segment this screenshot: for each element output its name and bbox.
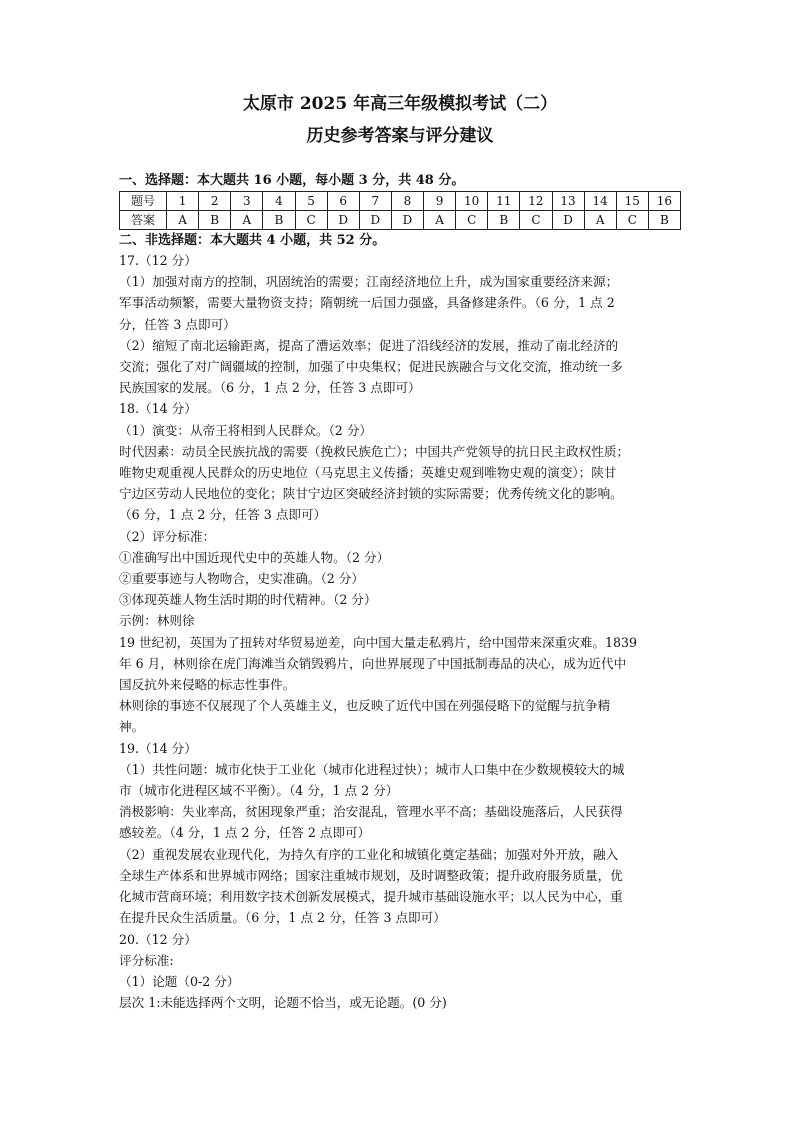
table-cell-number: 11 bbox=[488, 192, 520, 211]
text-line: 市（城市化进程区域不平衡）。（4 分，1 点 2 分） bbox=[119, 783, 399, 799]
table-cell-answer: B bbox=[199, 211, 231, 230]
text-line: 18.（14 分） bbox=[119, 401, 197, 417]
text-line: 化城市营商环境；利用数字技术创新发展模式，提升城市基础设施水平；以人民为中心，重 bbox=[119, 889, 623, 905]
section-1-heading: 一、选择题：本大题共 16 小题，每小题 3 分，共 48 分。 bbox=[119, 173, 465, 188]
table-cell-number: 13 bbox=[552, 192, 584, 211]
text-line: 民族国家的发展。（6 分，1 点 2 分，任答 3 点即可） bbox=[119, 380, 421, 396]
table-cell-number: 9 bbox=[424, 192, 456, 211]
text-line: 全球生产体系和世界城市网络；国家注重城市规划，及时调整政策；提升政府服务质量，优 bbox=[119, 867, 623, 883]
answer-table bbox=[119, 191, 681, 230]
answer-sheet-page bbox=[119, 92, 681, 1013]
table-row-header: 题号 bbox=[120, 192, 167, 211]
text-line: 国反抗外来侵略的标志性事件。 bbox=[119, 677, 296, 693]
text-line: 在提升民众生活质量。（6 分，1 点 2 分，任答 3 点即可） bbox=[119, 910, 446, 926]
text-line: 消极影响：失业率高，贫困现象严重；治安混乱，管理水平不高；基础设施落后，人民获得 bbox=[119, 804, 623, 820]
table-cell-number: 1 bbox=[167, 192, 199, 211]
table-cell-number: 16 bbox=[648, 192, 680, 211]
text-line: 19.（14 分） bbox=[119, 740, 197, 756]
table-cell-number: 5 bbox=[295, 192, 327, 211]
text-line: 军事活动频繁，需要大量物资支持；隋朝统一后国力强盛，具备修建条件。（6 分，1 点 2 bbox=[119, 295, 615, 311]
table-cell-number: 4 bbox=[263, 192, 295, 211]
table-row-numbers bbox=[120, 192, 681, 211]
text-line: （2）重视发展农业现代化，为持久有序的工业化和城镇化奠定基础；加强对外开放，融入 bbox=[119, 846, 619, 862]
answer-body bbox=[119, 250, 681, 1013]
text-line: 感较差。（4 分，1 点 2 分，任答 2 点即可） bbox=[119, 825, 371, 841]
text-line: （1）演变：从帝王将相到人民群众。（2 分） bbox=[119, 422, 373, 438]
table-cell-answer: B bbox=[263, 211, 295, 230]
table-cell-answer: A bbox=[231, 211, 263, 230]
table-cell-answer: C bbox=[520, 211, 552, 230]
table-cell-answer: C bbox=[616, 211, 648, 230]
table-cell-answer: D bbox=[552, 211, 584, 230]
table-cell-answer: A bbox=[167, 211, 199, 230]
table-cell-answer: D bbox=[391, 211, 423, 230]
text-line: 20.（12 分） bbox=[119, 931, 197, 947]
text-line: 年 6 月，林则徐在虎门海滩当众销毁鸦片，向世界展现了中国抵制毒品的决心，成为近代中 bbox=[119, 655, 627, 671]
table-row-answers bbox=[120, 211, 681, 230]
document-title: 太原市 2025 年高三年级模拟考试（二） bbox=[242, 94, 558, 114]
text-line: 宁边区劳动人民地位的变化；陕甘宁边区突破经济封锁的实际需要；优秀传统文化的影响。 bbox=[119, 486, 623, 502]
text-line: （2）评分标准： bbox=[119, 528, 216, 544]
text-line: 交流；强化了对广阔疆域的控制，加强了中央集权；促进民族融合与文化交流，推动统一多 bbox=[119, 359, 623, 375]
table-cell-answer: C bbox=[456, 211, 488, 230]
text-line: 评分标准: bbox=[119, 952, 174, 968]
text-line: （1）加强对南方的控制，巩固统治的需要；江南经济地位上升，成为国家重要经济来源； bbox=[119, 274, 619, 290]
text-line: 分，任答 3 点即可） bbox=[119, 316, 236, 332]
document-subtitle: 历史参考答案与评分建议 bbox=[306, 126, 494, 146]
text-line: 时代因素：动员全民族抗战的需要（挽救民族危亡）；中国共产党领导的抗日民主政权性质； bbox=[119, 443, 630, 459]
table-cell-answer: D bbox=[359, 211, 391, 230]
text-line: 唯物史观重视人民群众的历史地位（马克思主义传播；英雄史观到唯物史观的演变）；陕甘 bbox=[119, 465, 617, 481]
table-cell-number: 8 bbox=[391, 192, 423, 211]
text-line: ②重要事迹与人物吻合，史实准确。（2 分） bbox=[119, 571, 364, 587]
table-cell-number: 10 bbox=[456, 192, 488, 211]
text-line: （6 分，1 点 2 分，任答 3 点即可） bbox=[119, 507, 327, 523]
table-cell-answer: B bbox=[488, 211, 520, 230]
table-cell-answer: B bbox=[648, 211, 680, 230]
text-line: 17.（12 分） bbox=[119, 253, 197, 268]
table-cell-number: 7 bbox=[359, 192, 391, 211]
text-line: 示例：林则徐 bbox=[119, 613, 195, 629]
table-cell-number: 3 bbox=[231, 192, 263, 211]
table-cell-answer: C bbox=[295, 211, 327, 230]
table-row-header: 答案 bbox=[120, 211, 167, 230]
table-cell-number: 14 bbox=[584, 192, 616, 211]
table-cell-number: 2 bbox=[199, 192, 231, 211]
table-cell-answer: A bbox=[584, 211, 616, 230]
text-line: 19 世纪初，英国为了扭转对华贸易逆差，向中国大量走私鸦片，给中国带来深重灾难。1839 bbox=[119, 634, 638, 650]
text-line: （1）共性问题：城市化快于工业化（城市化进程过快）；城市人口集中在少数规模较大的城 bbox=[119, 761, 625, 777]
table-cell-answer: A bbox=[424, 211, 456, 230]
section-2-heading: 二、非选择题：本大题共 4 小题，共 52 分。 bbox=[119, 233, 386, 248]
table-cell-number: 6 bbox=[327, 192, 359, 211]
text-line: 林则徐的事迹不仅展现了个人英雄主义，也反映了近代中国在列强侵略下的觉醒与抗争精 bbox=[119, 698, 611, 714]
text-line: ③体现英雄人物生活时期的时代精神。（2 分） bbox=[119, 592, 377, 608]
text-line: 层次 1:未能选择两个文明，论题不恰当，或无论题。(0 分) bbox=[119, 995, 447, 1011]
text-line: （1）论题（0-2 分） bbox=[119, 973, 240, 989]
text-line: 神。 bbox=[119, 719, 145, 735]
text-line: ①准确写出中国近现代史中的英雄人物。（2 分） bbox=[119, 549, 390, 565]
table-cell-number: 12 bbox=[520, 192, 552, 211]
text-line: （2）缩短了南北运输距离，提高了漕运效率；促进了沿线经济的发展，推动了南北经济的 bbox=[119, 337, 619, 353]
table-cell-number: 15 bbox=[616, 192, 648, 211]
table-cell-answer: D bbox=[327, 211, 359, 230]
